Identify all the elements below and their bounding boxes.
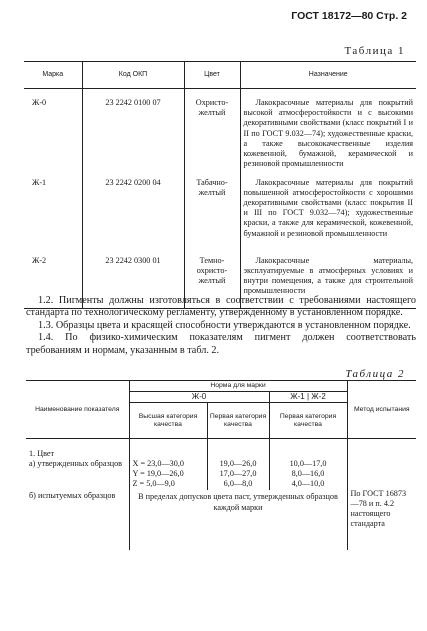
- cell-mark: Ж-1: [32, 177, 47, 187]
- row-a-label: а) утвержденных образцов: [29, 459, 123, 469]
- paragraph-1-2: 1.2. Пигменты должны изготовляться в соответствии с требованиями настоящего стандарта по технологическому регламенту, утвержденному в установленном порядке.: [26, 295, 416, 319]
- cell-b-value: В пределах допусков цвета паст, утвержденных образцов каждой марки: [129, 490, 347, 550]
- cell-indicator: [26, 439, 129, 490]
- cell-code: 23 2242 0200 04: [82, 175, 184, 253]
- table2-header-first-zh0: Первая категория качества: [207, 403, 269, 439]
- table2-header-norm: Норма для марки: [129, 381, 347, 392]
- table-row: [26, 439, 416, 490]
- value-z: Z = 5,0—9,0: [132, 479, 175, 488]
- cell-method: По ГОСТ 16873—78 и п. 4.2 настоящего стандарта: [347, 439, 416, 550]
- value-y: Y = 19,0—26,0: [132, 469, 184, 479]
- header-divider: |: [306, 392, 312, 402]
- value-x: X = 23,0—30,0: [132, 459, 184, 469]
- table1-header-mark: Марка: [24, 62, 82, 89]
- page-header: ГОСТ 18172—80 Стр. 2: [291, 10, 407, 22]
- value-first12-y: 8,0—16,0: [291, 469, 325, 479]
- table2-label: Таблица 2: [345, 368, 405, 380]
- value-first0-x: 19,0—26,0: [219, 459, 257, 469]
- table2-header-method: Метод испытания: [347, 381, 416, 439]
- cell-color: Темно-охристо-желтый: [184, 253, 240, 309]
- cell-color: Охристо-желтый: [184, 89, 240, 175]
- group-color-label: 1. Цвет: [29, 449, 55, 459]
- table-row: [24, 175, 416, 253]
- paragraph-1-3: 1.3. Образцы цвета и красящей способности утверждаются в установленном порядке.: [38, 319, 411, 331]
- table1: [24, 61, 416, 309]
- cell-first-zh12: [269, 439, 347, 490]
- cell-purpose: Лакокрасочные материалы для покрытий высокой атмосферостойкости и с высокими декоративными свойствами (класс покрытий I и II по ГОСТ 9.032—74); художественные краски, а также высококачественные изделия кожевенной, бумажной, керамической и резиновой промышленности: [240, 89, 416, 175]
- table1-header-purpose: Назначение: [240, 62, 416, 89]
- cell-code: 23 2242 0300 01: [82, 253, 184, 309]
- value-first12-z: 4,0—10,0: [291, 479, 325, 488]
- cell-highest: [129, 439, 207, 490]
- cell-mark: Ж-0: [32, 98, 47, 107]
- table-row: [24, 89, 416, 175]
- table1-label: Таблица 1: [344, 45, 405, 57]
- row-b-label: б) испытуемых образцов: [26, 490, 129, 550]
- cell-code: 23 2242 0100 07: [82, 89, 184, 175]
- body-paragraphs: [26, 295, 416, 357]
- paragraph-1-4: 1.4. По физико-химическим показателям пигмент должен соответствовать требованиям и нормам, указанным в табл. 2.: [26, 332, 416, 356]
- table1-header-code: Код ОКП: [82, 62, 184, 89]
- cell-purpose: Лакокрасочные материалы, эксплуатируемые в атмосферных условиях и внутри помещения, а также для строительной промышленности: [240, 253, 416, 309]
- value-first0-y: 17,0—27,0: [219, 469, 257, 479]
- cell-purpose: Лакокрасочные материалы для покрытий повышенной атмосферостойкости с хорошими декоративными свойствами (класс покрытия II и III по ГОСТ 9.032—74); художественные краски, а также для керамической, кожевенной, бумажной и резиновой промышленности: [240, 175, 416, 253]
- table2-header-zh1-zh2: [269, 392, 347, 403]
- table2-header-indicator: Наименование показателя: [26, 381, 129, 439]
- value-first0-z: 6,0—8,0: [223, 479, 253, 488]
- table2-header-zh0: Ж-0: [129, 392, 269, 403]
- table1-header-color: Цвет: [184, 62, 240, 89]
- cell-mark: Ж-2: [24, 253, 82, 309]
- table2-header-highest: Высшая категория качества: [129, 403, 207, 439]
- cell-first-zh0: [207, 439, 269, 490]
- cell-color: Табачно-желтый: [184, 175, 240, 253]
- value-first12-x: 10,0—17,0: [289, 459, 327, 469]
- table2: [26, 380, 416, 550]
- table2-header-zh2: Ж-2: [311, 392, 326, 402]
- table2-header-first-zh12: Первая категория качества: [269, 403, 347, 439]
- table2-header-zh1: Ж-1: [290, 392, 305, 402]
